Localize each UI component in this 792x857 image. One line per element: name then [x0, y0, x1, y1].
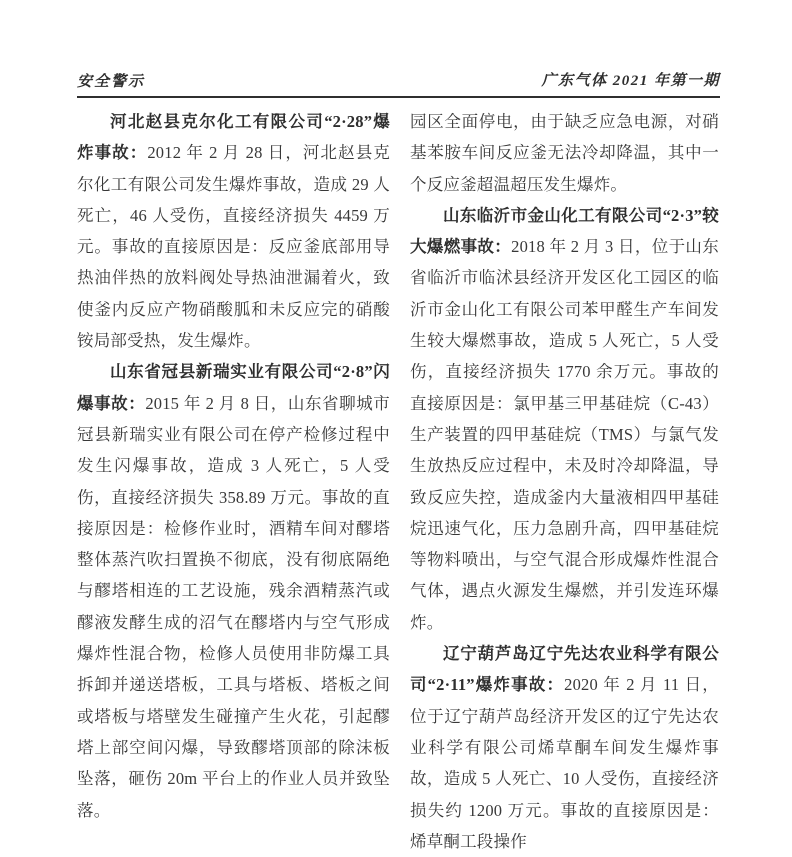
- text-column-right: [410, 106, 719, 857]
- paragraph-continuation: [410, 106, 719, 200]
- header-section-label: 安全警示: [77, 74, 146, 90]
- accident-title: 山东临沂市金山化工有限公司“2·3”较大爆燃事故：: [410, 205, 719, 257]
- accident-description: 园区全面停电，由于缺乏应急电源，对硝基苯胺车间反应釜无法冷却降温，其中一个反应釜超温超压发生爆炸。: [410, 112, 719, 194]
- accident-description: 2018 年 2 月 3 日，位于山东省临沂市临沭县经济开发区化工园区的临沂市金山化工有限公司苯甲醛生产车间发生较大爆燃事故，造成 5 人死亡，5 人受伤，直接经济损失 1770 余万元。事故的直接原因是：氯甲基三甲基硅烷（C-43）生产装置的四甲基硅烷（TMS）与氯气发生放热反应过程中，未及时冷却降温，导致反应失控，造成釜内大量液相四甲基硅烷迅速气化，压力急剧升高，四甲基硅烷等物料喷出，与空气混合形成爆炸性混合气体，遇点火源发生爆燃，并引发连环爆炸。: [410, 237, 719, 632]
- paragraph-accident-liaoning-huludao: [410, 638, 719, 857]
- header-issue-label: 广东气体 2021 年第一期: [541, 73, 720, 89]
- accident-title: 河北赵县克尔化工有限公司“2·28”爆炸事故：: [77, 112, 390, 163]
- paragraph-accident-shandong-guanxian: [77, 356, 390, 825]
- paragraph-accident-shandong-linyi: [410, 200, 719, 638]
- accident-description: 2012 年 2 月 28 日，河北赵县克尔化工有限公司发生爆炸事故，造成 29 人死亡，46 人受伤，直接经济损失 4459 万元。事故的直接原因是：反应釜底部用导热油伴热的放料阀处导热油泄漏着火，致使釜内反应产物硝酸胍和未反应完的硝酸铵局部受热，发生爆炸。: [77, 143, 390, 351]
- accident-title: 山东省冠县新瑞实业有限公司“2·8”闪爆事故：: [77, 362, 390, 413]
- accident-description: 2020 年 2 月 11 日，位于辽宁葫芦岛经济开发区的辽宁先达农业科学有限公司烯草酮车间发生爆炸事故，造成 5 人死亡、10 人受伤，直接经济损失约 1200 万元。事故的直接原因是：烯草酮工段操作: [410, 675, 719, 851]
- paragraph-accident-hebei-zhaoxian: [77, 106, 390, 356]
- text-column-left: [77, 106, 390, 826]
- header-rule-divider: [77, 96, 720, 98]
- accident-description: 2015 年 2 月 8 日，山东省聊城市冠县新瑞实业有限公司在停产检修过程中发生闪爆事故，造成 3 人死亡，5 人受伤，直接经济损失 358.89 万元。事故的直接原因是：检修作业时，酒精车间对醪塔整体蒸汽吹扫置换不彻底，没有彻底隔绝与醪塔相连的工艺设施，残余酒精蒸汽或醪液发酵生成的沼气在醪塔内与空气形成爆炸性混合物，检修人员使用非防爆工具拆卸并递送塔板，工具与塔板、塔板之间或塔板与塔壁发生碰撞产生火花，引起醪塔上部空间闪爆，导致醪塔顶部的除沫板坠落，砸伤 20m 平台上的作业人员并致坠落。: [77, 393, 390, 820]
- accident-title: 辽宁葫芦岛辽宁先达农业科学有限公司“2·11”爆炸事故：: [410, 644, 719, 695]
